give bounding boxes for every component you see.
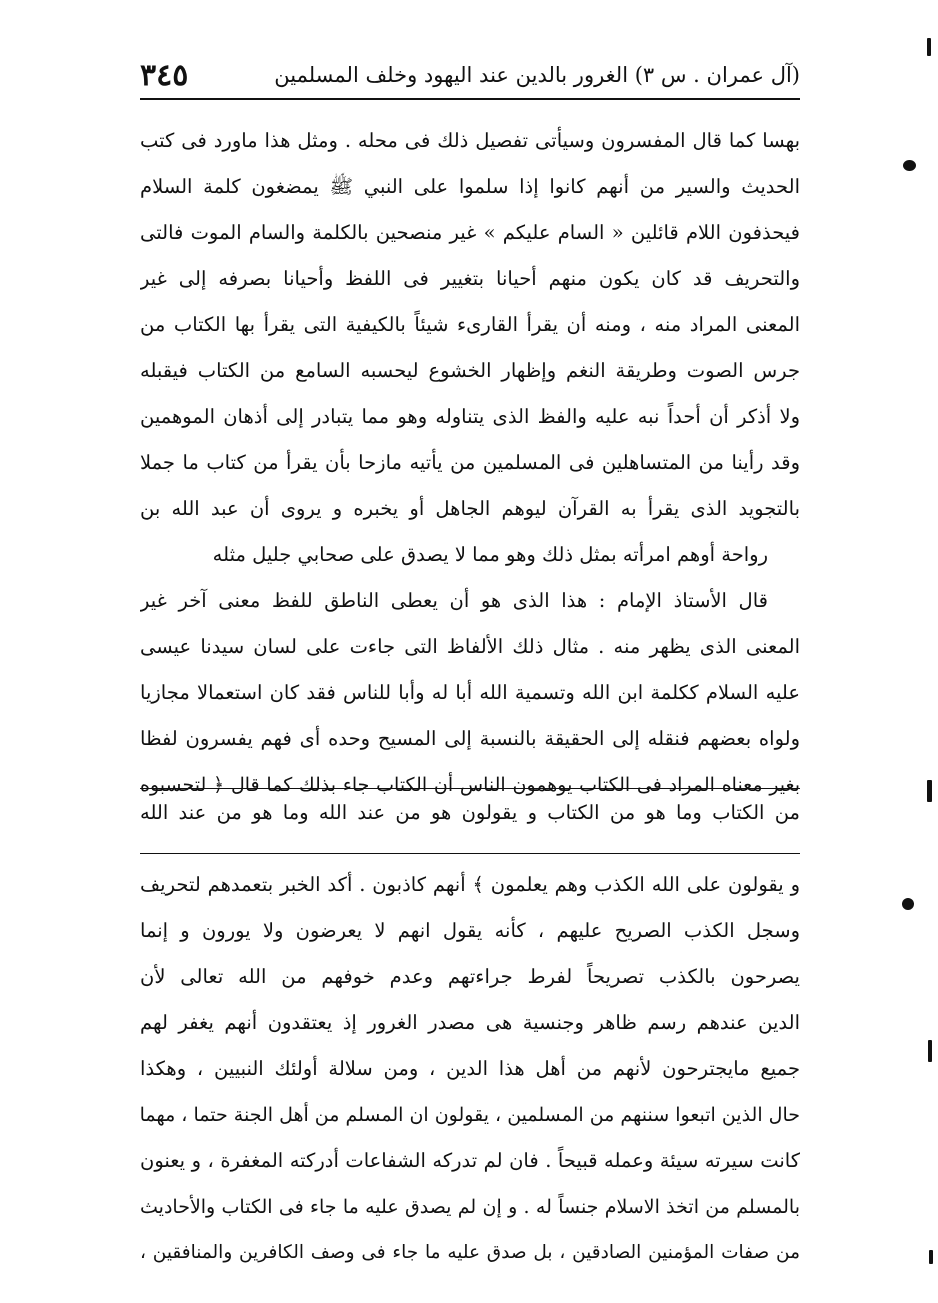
text-line: قال الأستاذ الإمام : هذا الذى هو أن يعطى الناطق للفظ معنى آخر غير — [140, 589, 768, 612]
text-line: المعنى المراد منه ، ومنه أن يقرأ القارىء شيئاً بالكيفية التى يقرأ بها الكتاب من — [140, 313, 800, 336]
text-line: بغير معناه المراد فى الكتاب يوهمون الناس أن الكتاب جاء بذلك كما قال ﴿ لتحسبوه — [140, 774, 800, 796]
text-line: وقد رأينا من المتساهلين فى المسلمين من يأتيه مازحا بأن يقرأ من كتاب ما جملا — [140, 451, 800, 474]
text-line: كانت سيرته سيئة وعمله قبيحاً . فان لم تدركه الشفاعات أدركته المغفرة ، و يعنون — [140, 1149, 800, 1172]
text-line: من صفات المؤمنين الصادقين ، بل صدق عليه ما جاء فى وصف الكافرين والمنافقين ، — [140, 1242, 800, 1263]
text-line: الحديث والسير من أنهم كانوا إذا سلموا على النبي ﷺ يمضغون كلمة السلام — [140, 175, 800, 198]
scan-edge-mark — [927, 38, 931, 56]
scan-speck — [903, 160, 916, 171]
scan-edge-mark — [929, 1250, 933, 1264]
page-header — [140, 52, 800, 100]
text-line: بالتجويد الذى يقرأ به القرآن ليوهم الجاهل أو يخبره و يروى أن عبد الله بن — [140, 497, 800, 520]
body-text-middle — [140, 790, 800, 836]
text-line: والتحريف قد كان يكون منهم أحيانا بتغيير فى اللفظ وأحيانا بصرفه إلى غير — [140, 267, 800, 290]
text-line: المعنى الذى يظهر منه . مثال ذلك الألفاظ التى جاءت على لسان سيدنا عيسى — [140, 635, 800, 658]
page-number: ٣٤٥ — [140, 57, 189, 93]
body-text-upper — [140, 118, 800, 808]
scan-edge-mark — [928, 1040, 932, 1062]
text-line: حال الذين اتبعوا سننهم من المسلمين ، يقولون ان المسلم من أهل الجنة حتما ، مهما — [140, 1104, 800, 1126]
text-line: من الكتاب وما هو من الكتاب و يقولون هو من عند الله وما هو من عند الله — [140, 801, 800, 824]
text-line: جرس الصوت وطريقة النغم وإظهار الخشوع ليحسبه السامع من الكتاب فيقبله — [140, 359, 800, 382]
text-line: ولواه بعضهم فنقله إلى الحقيقة بالنسبة إلى المسيح وحده أى فهم يفسرون لفظا — [140, 727, 800, 750]
text-line: جميع مايجترحون لأنهم من أهل هذا الدين ، ومن سلالة أولئك النبيين ، وهكذا — [140, 1057, 800, 1080]
text-line: و يقولون على الله الكذب وهم يعلمون ﴾ أنهم كاذبون . أكد الخبر بتعمدهم لتحريف — [140, 873, 800, 896]
text-line: رواحة أوهم امرأته بمثل ذلك وهو مما لا يصدق على صحابي جليل مثله — [212, 543, 768, 566]
text-line: بالمسلم من اتخذ الاسلام جنساً له . و إن لم يصدق عليه ما جاء فى الكتاب والأحاديث — [140, 1196, 800, 1218]
text-line: بهسا كما قال المفسرون وسيأتى تفصيل ذلك فى محله . ومثل هذا ماورد فى كتب — [140, 129, 800, 152]
text-line: الدين عندهم رسم ظاهر وجنسية هى مصدر الغرور إذ يعتقدون أنهم يغفر لهم — [140, 1011, 800, 1034]
text-line: ولا أذكر أن أحداً نبه عليه والفظ الذى يتناوله وهو مما يتبادر إلى أذهان الموهمين — [140, 405, 800, 428]
running-head: (آل عمران . س ٣) الغرور بالدين عند اليهود وخلف المسلمين — [274, 63, 800, 87]
text-line: وسجل الكذب الصريح عليهم ، كأنه يقول انهم لا يعرضون ولا يورون و إنما — [140, 919, 800, 942]
text-line: عليه السلام ككلمة ابن الله وتسمية الله أبا له وأبا للناس فقد كان استعمالا مجازيا — [140, 681, 800, 704]
scan-edge-mark — [927, 780, 932, 802]
body-text-lower — [140, 862, 800, 1276]
separator-rule — [140, 788, 800, 789]
scan-speck — [902, 898, 914, 910]
text-line: يصرحون بالكذب تصريحاً لفرط جراءتهم وعدم خوفهم من الله تعالى لأن — [140, 965, 800, 988]
separator-rule — [140, 853, 800, 854]
text-line: فيحذفون اللام قائلين « السام عليكم » غير منصحين بالكلمة والسام الموت فالتى — [140, 221, 800, 244]
